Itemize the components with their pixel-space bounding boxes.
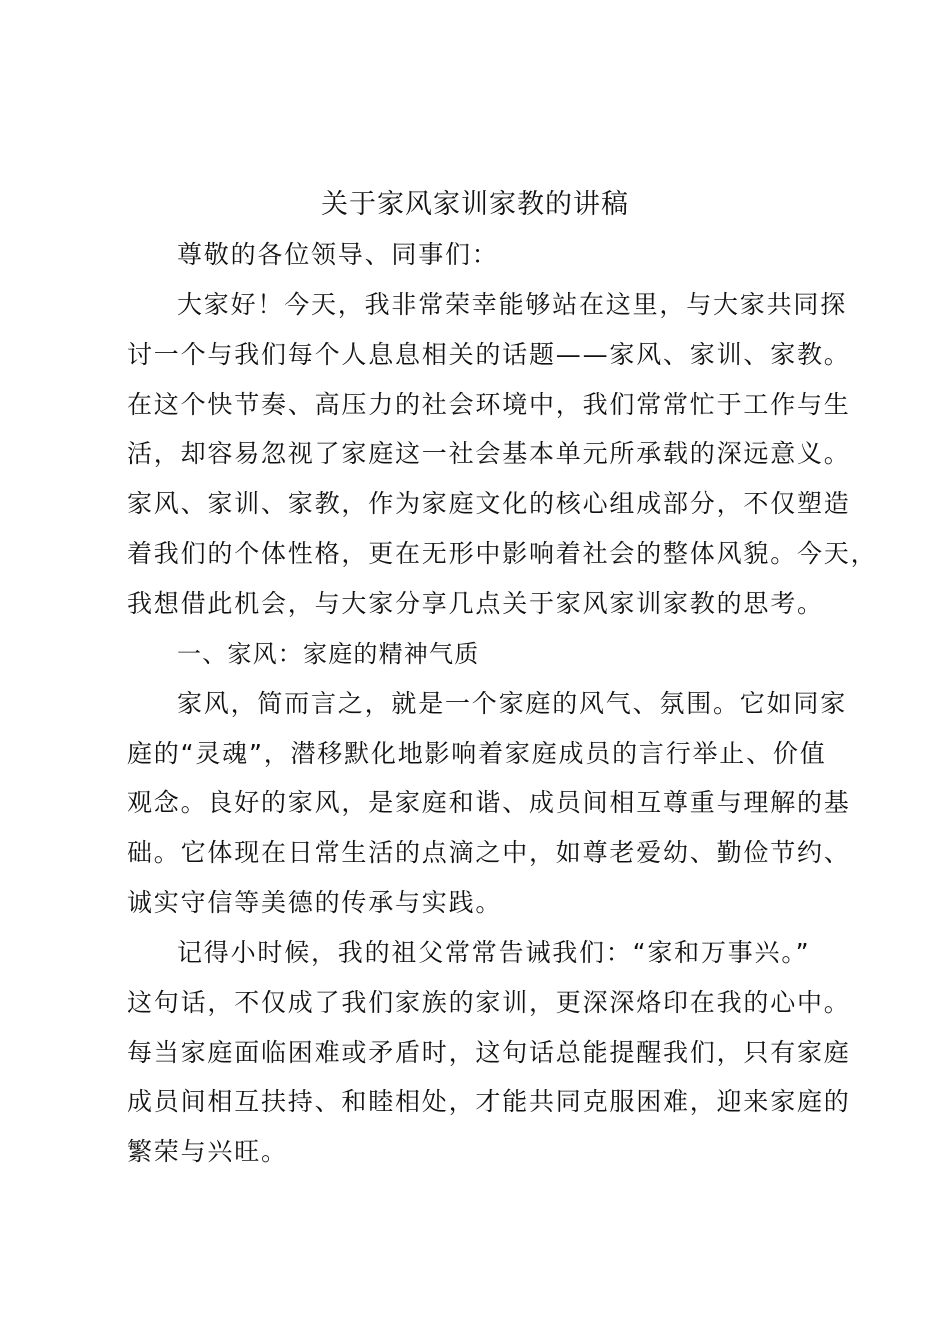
paragraph-line: 家风，简而言之，就是一个家庭的风气、氛围。它如同家 bbox=[177, 689, 848, 718]
document-title: 关于家风家训家教的讲稿 bbox=[321, 189, 629, 220]
paragraph-line: 观念。良好的家风，是家庭和谐、成员间相互尊重与理解的基 bbox=[127, 788, 851, 817]
paragraph-line: 讨一个与我们每个人息息相关的话题——家风、家训、家教。 bbox=[127, 340, 851, 369]
paragraph-line: 活，却容易忽视了家庭这一社会基本单元所承载的深远意义。 bbox=[127, 439, 851, 468]
paragraph-line: 我想借此机会，与大家分享几点关于家风家训家教的思考。 bbox=[127, 589, 824, 618]
paragraph-line: 记得小时候，我的祖父常常告诫我们：“家和万事兴。” bbox=[177, 938, 811, 967]
paragraph-line: 庭的“灵魂”，潜移默化地影响着家庭成员的言行举止、价值 bbox=[127, 739, 827, 768]
paragraph-line: 成员间相互扶持、和睦相处，才能共同克服困难，迎来家庭的 bbox=[127, 1087, 851, 1116]
salutation-line: 尊敬的各位领导、同事们： bbox=[177, 240, 499, 269]
paragraph-line: 每当家庭面临困难或矛盾时，这句话总能提醒我们，只有家庭 bbox=[127, 1038, 851, 1067]
paragraph-line: 繁荣与兴旺。 bbox=[127, 1137, 288, 1166]
paragraph-line: 这句话，不仅成了我们家族的家训，更深深烙印在我的心中。 bbox=[127, 988, 851, 1017]
paragraph-line: 在这个快节奏、高压力的社会环境中，我们常常忙于工作与生 bbox=[127, 390, 851, 419]
paragraph-line: 础。它体现在日常生活的点滴之中，如尊老爱幼、勤俭节约、 bbox=[127, 838, 851, 867]
paragraph-line: 诚实守信等美德的传承与实践。 bbox=[127, 888, 503, 917]
paragraph-line: 着我们的个体性格，更在无形中影响着社会的整体风貌。今天， bbox=[127, 539, 878, 568]
section-heading: 一、家风：家庭的精神气质 bbox=[177, 640, 480, 668]
paragraph-line: 大家好！今天，我非常荣幸能够站在这里，与大家共同探 bbox=[177, 290, 848, 319]
paragraph-line: 家风、家训、家教，作为家庭文化的核心组成部分，不仅塑造 bbox=[127, 489, 851, 518]
